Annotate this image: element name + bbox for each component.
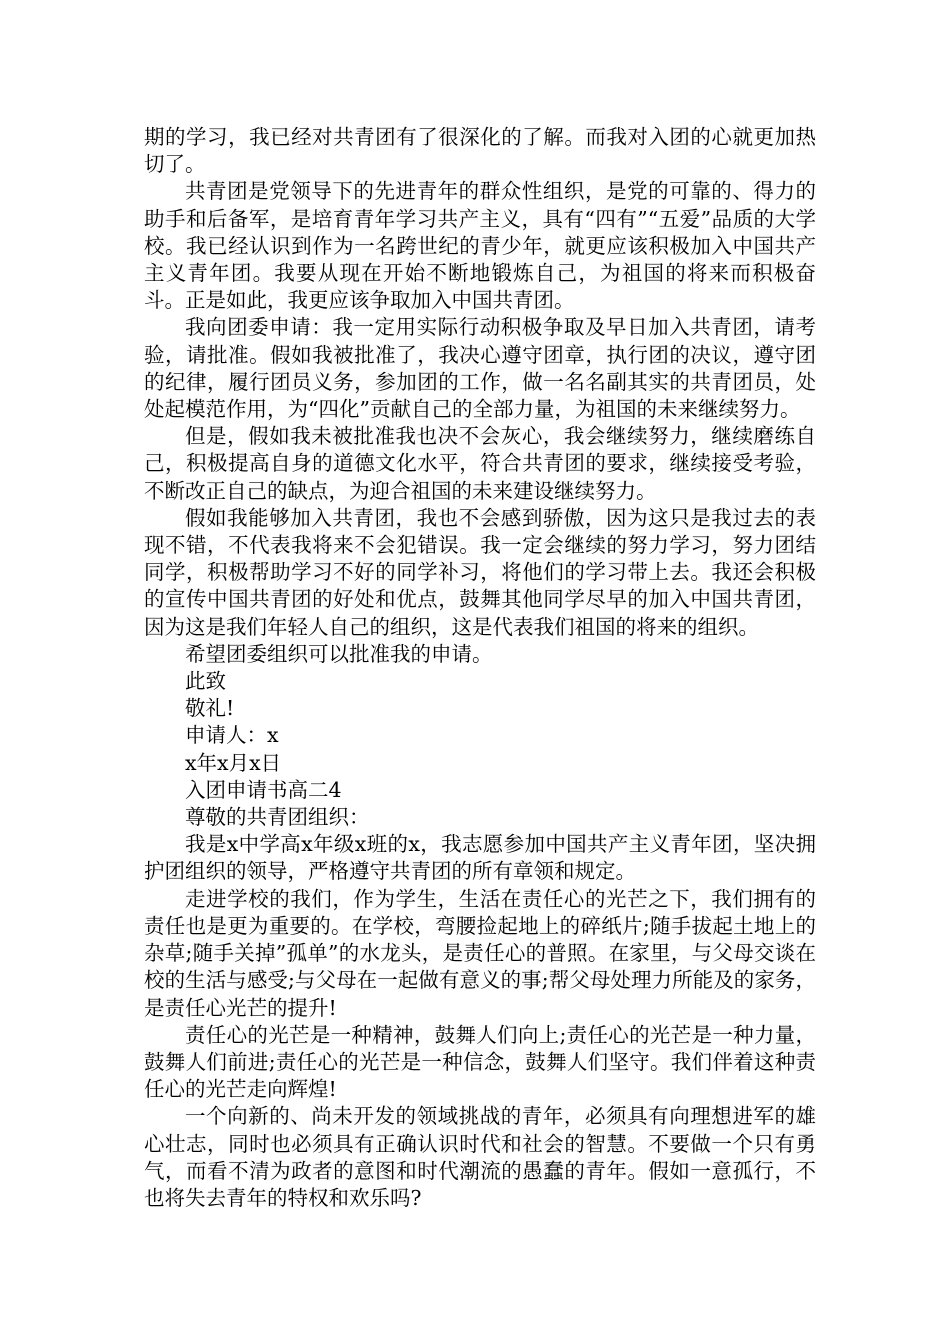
application-date: x年x月x日 [185, 750, 282, 775]
paragraph-self-introduction: 我是x中学高x年级x班的x，我志愿参加中国共产主义青年团，坚决拥护团组织的领导，严格遵守共青团的所有章领和规定。 [144, 832, 816, 884]
paragraph-if-not-approved: 但是，假如我未被批准我也决不会灰心，我会继续努力，继续磨练自己，积极提高自身的道德文化水平，符合共青团的要求，继续接受考验，不断改正自己的缺点，为迎合祖国的未来建设继续努力。 [144, 424, 816, 503]
paragraph-if-approved: 假如我能够加入共青团，我也不会感到骄傲，因为这只是我过去的表现不错，不代表我将来不会犯错误。我一定会继续的努力学习，努力团结同学，积极帮助学习不好的同学补习，将他们的学习带上去。我还会积极的宣传中国共青团的好处和优点，鼓舞其他同学尽早的加入中国共青团，因为这是我们年轻人自己的组织，这是代表我们祖国的将来的组织。 [144, 505, 816, 639]
paragraph-application-request: 我向团委申请：我一定用实际行动积极争取及早日加入共青团，请考验，请批准。假如我被批准了，我决心遵守团章，执行团的决议，遵守团的纪律，履行团员义务，参加团的工作，做一名名副其实的共青团员，处处起模范作用，为“四化”贡献自己的全部力量，为祖国的未来继续努力。 [144, 315, 816, 422]
closing-respect: 敬礼! [185, 696, 235, 721]
applicant-signature: 申请人：x [185, 723, 279, 748]
paragraph-youth-league-intro: 共青团是党领导下的先进青年的群众性组织，是党的可靠的、得力的助手和后备军，是培育青年学习共产主义，具有“四有”“五爱”品质的大学校。我已经认识到作为一名跨世纪的青少年，就更应该积极加入中国共产主义青年团。我要从现在开始不断地锻炼自己，为祖国的将来而积极奋斗。正是如此，我更应该争取加入中国共青团。 [144, 179, 816, 313]
paragraph-youth-challenge: 一个向新的、尚未开发的领域挑战的青年，必须具有向理想进军的雄心壮志，同时也必须具有正确认识时代和社会的智慧。不要做一个只有勇气，而看不清为政者的意图和时代潮流的愚蠢的青年。假如一意孤行，不也将失去青年的特权和欢乐吗? [144, 1104, 816, 1210]
paragraph-continuation: 期的学习，我已经对共青团有了很深化的了解。而我对入团的心就更加热切了。 [144, 125, 816, 177]
closing-hope: 希望团委组织可以批准我的申请。 [185, 641, 493, 666]
letter-greeting: 尊敬的共青团组织： [185, 805, 370, 830]
document-body [144, 124, 816, 1212]
paragraph-responsibility: 走进学校的我们，作为学生，生活在责任心的光芒之下，我们拥有的责任也是更为重要的。在学校，弯腰捡起地上的碎纸片;随手拔起土地上的杂草;随手关掉”孤单”的水龙头，是责任心的普照。在家里，与父母交谈在校的生活与感受;与父母在一起做有意义的事;帮父母处理力所能及的家务，是责任心光芒的提升! [144, 886, 816, 1020]
closing-salutation: 此致 [185, 669, 226, 694]
paragraph-responsibility-light: 责任心的光芒是一种精神，鼓舞人们向上;责任心的光芒是一种力量，鼓舞人们前进;责任心的光芒是一种信念，鼓舞人们坚守。我们伴着这种责任心的光芒走向辉煌! [144, 1022, 816, 1102]
section-heading: 入团申请书高二4 [185, 777, 342, 802]
